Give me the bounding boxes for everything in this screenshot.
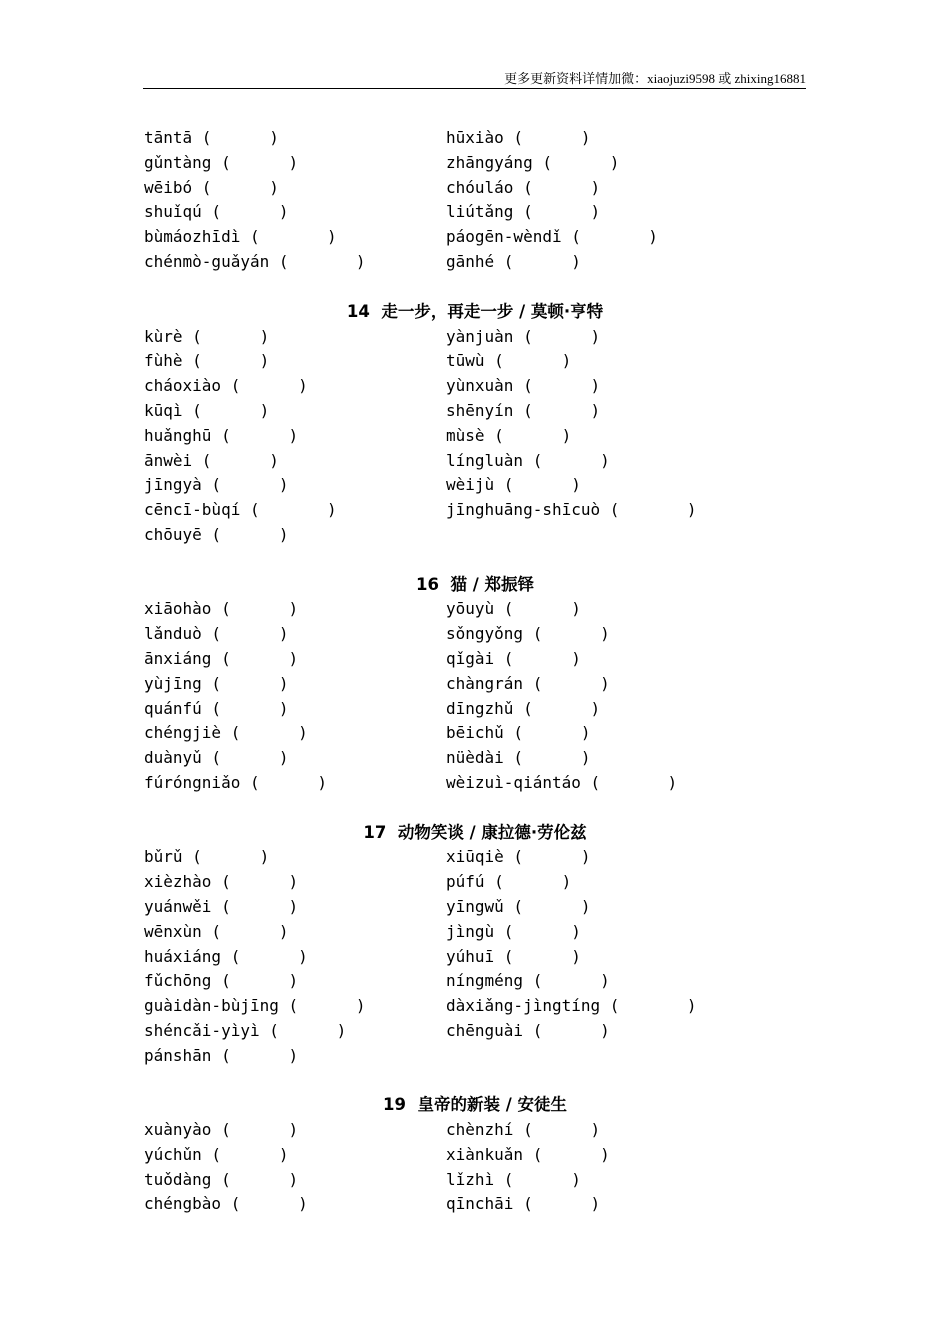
pinyin-entry: cēncī-bùqí ( ) (144, 500, 337, 520)
header-text: 更多更新资料详情加微：xiaojuzi9598 或 zhixing16881 (504, 71, 806, 86)
vocab-row (144, 250, 806, 275)
pinyin-entry: chéngjiè ( ) (144, 723, 308, 743)
pinyin-entry: wèijù ( ) (446, 475, 581, 495)
vocab-row (144, 1143, 806, 1168)
pinyin-entry: gānhé ( ) (446, 251, 581, 271)
pinyin-entry: chēnguài ( ) (446, 1020, 610, 1040)
pinyin-entry: chàngrán ( ) (446, 673, 610, 693)
pinyin-entry: jīngyà ( ) (144, 475, 289, 495)
pinyin-entry: xiāohào ( ) (144, 599, 299, 619)
pinyin-entry: bēichǔ ( ) (446, 723, 591, 743)
pinyin-entry: wēibó ( ) (144, 177, 279, 197)
pinyin-entry: yànjuàn ( ) (446, 326, 601, 346)
vocab-row (144, 1044, 806, 1069)
vocab-row (144, 449, 806, 474)
vocab-row (144, 424, 806, 449)
lesson-title: 17 动物笑谈 / 康拉德·劳伦兹 (363, 822, 587, 842)
lesson-section (144, 821, 806, 1069)
pinyin-entry: língluàn ( ) (446, 450, 610, 470)
pinyin-entry: fúróngniǎo ( ) (144, 772, 328, 792)
vocab-row (144, 176, 806, 201)
vocab-row (144, 1118, 806, 1143)
vocab-row (144, 349, 806, 374)
pinyin-entry: shéncǎi-yìyì ( ) (144, 1020, 347, 1040)
vocab-row (144, 945, 806, 970)
pinyin-entry: qīnchāi ( ) (446, 1194, 601, 1214)
pinyin-entry: huáxiáng ( ) (144, 946, 308, 966)
pinyin-entry: chóuláo ( ) (446, 177, 601, 197)
vocab-row (144, 672, 806, 697)
pinyin-entry: chènzhí ( ) (446, 1120, 601, 1140)
vocab-row (144, 969, 806, 994)
vocab-row (144, 473, 806, 498)
lesson-title: 19 皇帝的新装 / 安徒生 (383, 1095, 567, 1115)
pinyin-entry: quánfú ( ) (144, 698, 289, 718)
pinyin-entry: tāntā ( ) (144, 128, 279, 147)
lesson-title: 16 猫 / 郑振铎 (416, 574, 534, 594)
pinyin-entry: fùhè ( ) (144, 351, 270, 371)
pinyin-entry: shuǐqú ( ) (144, 202, 289, 222)
pinyin-entry: lǐzhì ( ) (446, 1169, 581, 1189)
pinyin-entry: hūxiào ( ) (446, 128, 591, 147)
lesson-section (144, 573, 806, 796)
vocab-row (144, 1168, 806, 1193)
pinyin-entry: níngméng ( ) (446, 971, 610, 991)
pinyin-entry: kùrè ( ) (144, 326, 270, 346)
vocab-row (144, 721, 806, 746)
pinyin-entry: ānxiáng ( ) (144, 648, 299, 668)
pinyin-entry: guàidàn-bùjīng ( ) (144, 996, 366, 1016)
pinyin-entry: pánshān ( ) (144, 1045, 299, 1065)
pinyin-entry: fǔchōng ( ) (144, 971, 299, 991)
pinyin-entry: lǎnduò ( ) (144, 624, 289, 644)
page-header (143, 68, 806, 89)
pinyin-entry: mùsè ( ) (446, 425, 572, 445)
vocab-row (144, 994, 806, 1019)
lesson-section (144, 126, 806, 275)
lesson-section (144, 1093, 806, 1217)
pinyin-entry: xièzhào ( ) (144, 872, 299, 892)
vocab-row (144, 1192, 806, 1217)
vocab-row (144, 1019, 806, 1044)
pinyin-entry: shēnyín ( ) (446, 400, 601, 420)
vocab-row (144, 622, 806, 647)
vocab-row (144, 374, 806, 399)
vocab-row (144, 200, 806, 225)
pinyin-entry: liútǎng ( ) (446, 202, 601, 222)
pinyin-entry: cháoxiào ( ) (144, 376, 308, 396)
pinyin-entry: nüèdài ( ) (446, 748, 591, 768)
vocab-row (144, 151, 806, 176)
pinyin-entry: jīnghuāng-shīcuò ( ) (446, 500, 697, 520)
pinyin-entry: bǔrǔ ( ) (144, 847, 270, 867)
vocab-row (144, 746, 806, 771)
vocabulary-list (144, 126, 806, 1242)
pinyin-entry: duànyǔ ( ) (144, 748, 289, 768)
pinyin-entry: púfú ( ) (446, 872, 572, 892)
pinyin-entry: zhāngyáng ( ) (446, 152, 620, 172)
pinyin-entry: qǐgài ( ) (446, 648, 581, 668)
pinyin-entry: wēnxùn ( ) (144, 921, 289, 941)
pinyin-entry: xiūqiè ( ) (446, 847, 591, 867)
pinyin-entry: xiànkuǎn ( ) (446, 1144, 610, 1164)
pinyin-entry: wèizuì-qiántáo ( ) (446, 772, 678, 792)
pinyin-entry: páogēn-wèndǐ ( ) (446, 227, 658, 247)
pinyin-entry: huǎnghū ( ) (144, 425, 299, 445)
pinyin-entry: bùmáozhīdì ( ) (144, 227, 337, 247)
pinyin-entry: yúchǔn ( ) (144, 1144, 289, 1164)
vocab-row (144, 697, 806, 722)
vocab-row (144, 920, 806, 945)
vocab-row (144, 523, 806, 548)
pinyin-entry: yúhuī ( ) (446, 946, 581, 966)
pinyin-entry: dīngzhǔ ( ) (446, 698, 601, 718)
vocab-row (144, 325, 806, 350)
vocab-row (144, 126, 806, 151)
pinyin-entry: dàxiǎng-jìngtíng ( ) (446, 996, 697, 1016)
pinyin-entry: yīngwǔ ( ) (446, 896, 591, 916)
lesson-title: 14 走一步，再走一步 / 莫顿·亨特 (346, 301, 604, 321)
pinyin-entry: gǔntàng ( ) (144, 152, 299, 172)
pinyin-entry: chōuyē ( ) (144, 524, 289, 544)
vocab-row (144, 895, 806, 920)
pinyin-entry: chénmò-guǎyán ( ) (144, 251, 366, 271)
pinyin-entry: tuǒdàng ( ) (144, 1169, 299, 1189)
pinyin-entry: yuánwěi ( ) (144, 896, 299, 916)
vocab-row (144, 647, 806, 672)
vocab-row (144, 498, 806, 523)
vocab-row (144, 845, 806, 870)
pinyin-entry: tūwù ( ) (446, 351, 572, 371)
vocab-row (144, 870, 806, 895)
vocab-row (144, 771, 806, 796)
pinyin-entry: yōuyù ( ) (446, 599, 581, 619)
pinyin-entry: kūqì ( ) (144, 400, 270, 420)
pinyin-entry: ānwèi ( ) (144, 450, 279, 470)
pinyin-entry: yùjīng ( ) (144, 673, 289, 693)
pinyin-entry: yùnxuàn ( ) (446, 376, 601, 396)
vocab-row (144, 225, 806, 250)
vocab-row (144, 399, 806, 424)
pinyin-entry: sǒngyǒng ( ) (446, 624, 610, 644)
lesson-section (144, 300, 806, 548)
pinyin-entry: chéngbào ( ) (144, 1194, 308, 1214)
vocab-row (144, 597, 806, 622)
pinyin-entry: jìngù ( ) (446, 921, 581, 941)
pinyin-entry: xuànyào ( ) (144, 1120, 299, 1140)
